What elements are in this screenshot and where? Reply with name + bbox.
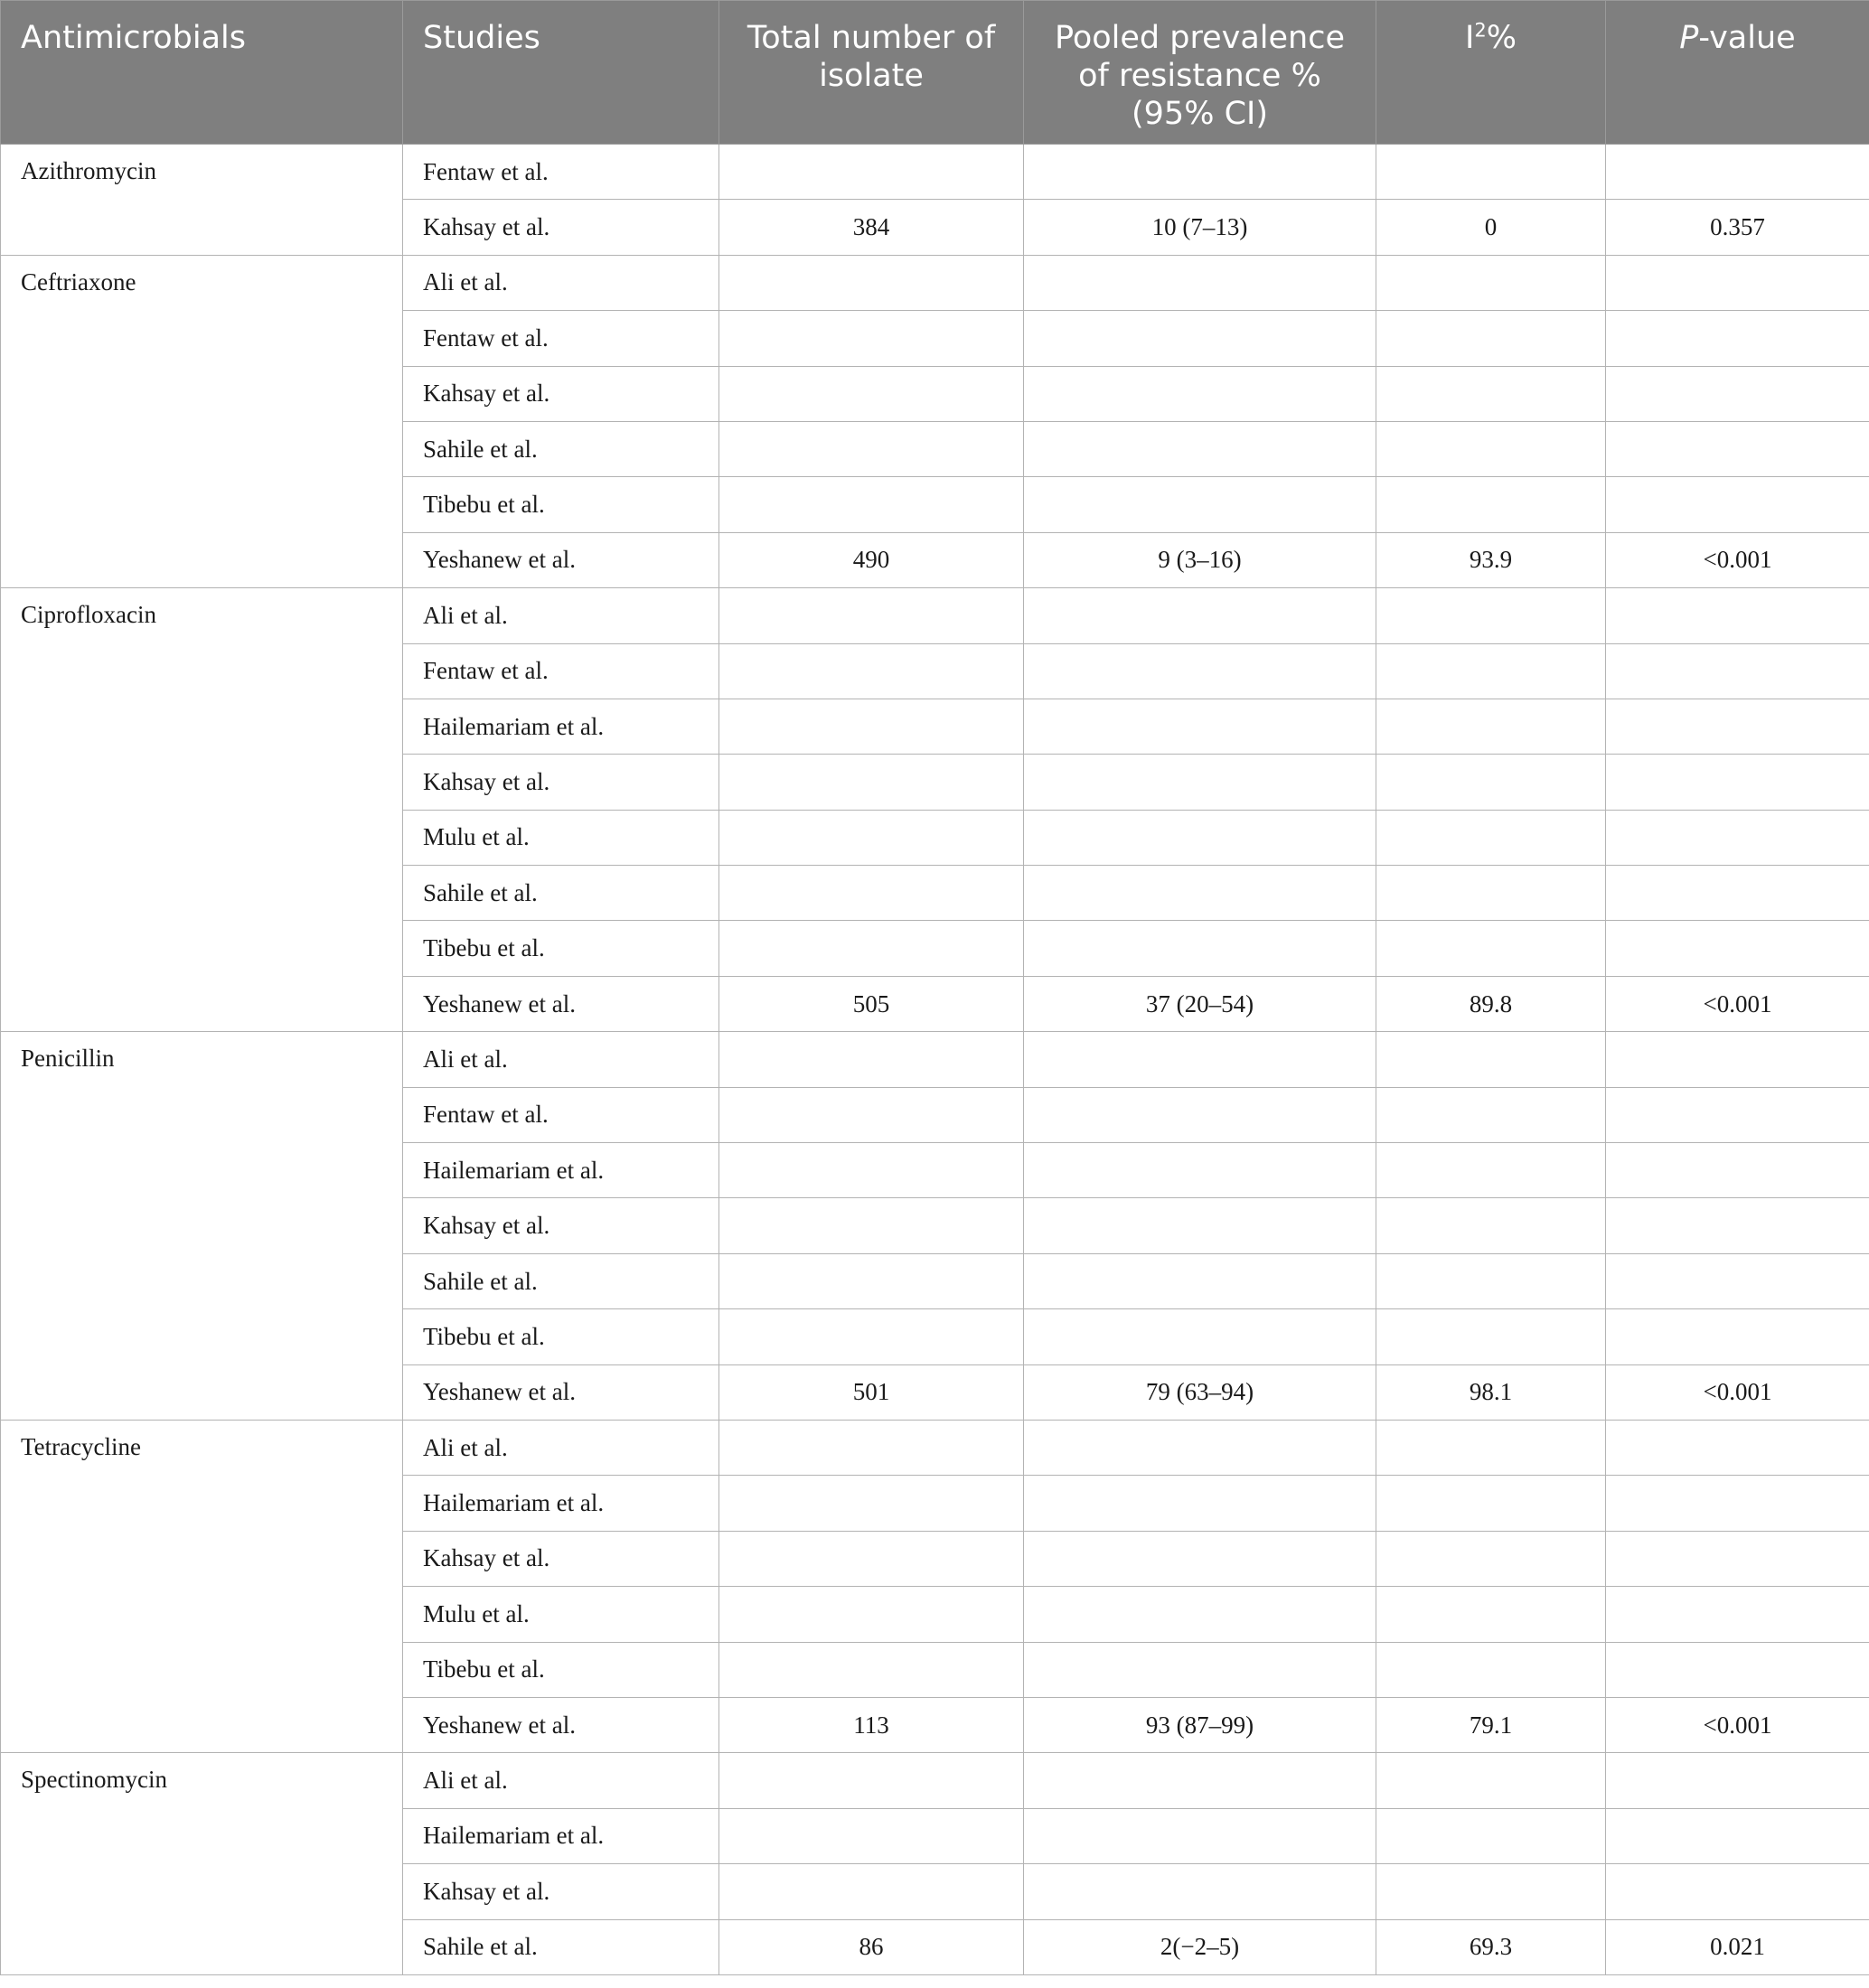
- total-isolate-cell: 86: [719, 1919, 1024, 1974]
- table-row: [1, 255, 1869, 310]
- total-isolate-cell: [719, 477, 1024, 532]
- table-row: [1, 1420, 1869, 1475]
- p-value-cell: <0.001: [1606, 1697, 1869, 1752]
- total-isolate-cell: [719, 1420, 1024, 1475]
- antimicrobial-cell: Azithromycin: [1, 145, 403, 256]
- study-cell: Tibebu et al.: [403, 477, 719, 532]
- header-studies: Studies: [403, 1, 719, 145]
- pooled-prevalence-cell: [1024, 311, 1376, 366]
- total-isolate-cell: [719, 643, 1024, 699]
- p-value-cell: [1606, 1587, 1869, 1642]
- pooled-prevalence-cell: [1024, 1253, 1376, 1308]
- p-value-cell: [1606, 1032, 1869, 1087]
- study-cell: Sahile et al.: [403, 866, 719, 921]
- i2-cell: [1376, 366, 1606, 421]
- study-cell: Kahsay et al.: [403, 1864, 719, 1919]
- table-header: [1, 1, 1869, 145]
- p-value-cell: [1606, 1753, 1869, 1808]
- study-cell: Fentaw et al.: [403, 1087, 719, 1142]
- study-cell: Yeshanew et al.: [403, 1364, 719, 1420]
- p-value-cell: [1606, 477, 1869, 532]
- total-isolate-cell: [719, 366, 1024, 421]
- total-isolate-cell: 501: [719, 1364, 1024, 1420]
- pooled-prevalence-cell: [1024, 1309, 1376, 1364]
- study-cell: Kahsay et al.: [403, 755, 719, 810]
- i2-cell: [1376, 921, 1606, 976]
- i2-cell: [1376, 1198, 1606, 1253]
- study-cell: Fentaw et al.: [403, 145, 719, 200]
- total-isolate-cell: [719, 1309, 1024, 1364]
- study-cell: Yeshanew et al.: [403, 532, 719, 587]
- p-value-cell: [1606, 1143, 1869, 1198]
- pooled-prevalence-cell: [1024, 145, 1376, 200]
- study-cell: Ali et al.: [403, 255, 719, 310]
- total-isolate-cell: [719, 421, 1024, 476]
- antimicrobial-cell: Ciprofloxacin: [1, 588, 403, 1032]
- total-isolate-cell: [719, 1143, 1024, 1198]
- total-isolate-cell: [719, 1587, 1024, 1642]
- p-value-cell: [1606, 1420, 1869, 1475]
- total-isolate-cell: [719, 1198, 1024, 1253]
- p-value-cell: [1606, 421, 1869, 476]
- p-value-cell: <0.001: [1606, 1364, 1869, 1420]
- study-cell: Tibebu et al.: [403, 921, 719, 976]
- pooled-prevalence-cell: [1024, 1420, 1376, 1475]
- pooled-prevalence-cell: [1024, 1087, 1376, 1142]
- p-value-cell: [1606, 1531, 1869, 1586]
- study-cell: Ali et al.: [403, 1032, 719, 1087]
- p-value-cell: [1606, 1642, 1869, 1697]
- i2-cell: 69.3: [1376, 1919, 1606, 1974]
- total-isolate-cell: 113: [719, 1697, 1024, 1752]
- study-cell: Yeshanew et al.: [403, 976, 719, 1031]
- study-cell: Fentaw et al.: [403, 311, 719, 366]
- i2-cell: [1376, 755, 1606, 810]
- antimicrobial-cell: Ceftriaxone: [1, 255, 403, 587]
- header-row: [1, 1, 1869, 145]
- total-isolate-cell: [719, 311, 1024, 366]
- pooled-prevalence-cell: [1024, 921, 1376, 976]
- i2-cell: 93.9: [1376, 532, 1606, 587]
- i2-cell: [1376, 1642, 1606, 1697]
- total-isolate-cell: [719, 1476, 1024, 1531]
- i2-cell: 98.1: [1376, 1364, 1606, 1420]
- pooled-prevalence-cell: [1024, 1753, 1376, 1808]
- total-isolate-cell: [719, 255, 1024, 310]
- pooled-prevalence-cell: [1024, 1198, 1376, 1253]
- i2-cell: [1376, 1531, 1606, 1586]
- study-cell: Ali et al.: [403, 588, 719, 643]
- i2-cell: [1376, 1753, 1606, 1808]
- p-value-cell: [1606, 1198, 1869, 1253]
- pooled-prevalence-cell: [1024, 1143, 1376, 1198]
- total-isolate-cell: 490: [719, 532, 1024, 587]
- pooled-prevalence-cell: [1024, 1476, 1376, 1531]
- antimicrobial-cell: Tetracycline: [1, 1420, 403, 1752]
- pooled-prevalence-cell: [1024, 1531, 1376, 1586]
- antimicrobial-cell: Spectinomycin: [1, 1753, 403, 1975]
- p-value-cell: [1606, 643, 1869, 699]
- study-cell: Mulu et al.: [403, 1587, 719, 1642]
- pooled-prevalence-cell: 93 (87–99): [1024, 1697, 1376, 1752]
- i2-cell: [1376, 477, 1606, 532]
- header-antimicrobials: Antimicrobials: [1, 1, 403, 145]
- pooled-prevalence-cell: [1024, 421, 1376, 476]
- i2-cell: [1376, 145, 1606, 200]
- total-isolate-cell: [719, 1253, 1024, 1308]
- total-isolate-cell: [719, 588, 1024, 643]
- p-value-cell: [1606, 1253, 1869, 1308]
- study-cell: Kahsay et al.: [403, 366, 719, 421]
- pooled-prevalence-cell: 37 (20–54): [1024, 976, 1376, 1031]
- study-cell: Mulu et al.: [403, 810, 719, 865]
- header-total-isolate: Total number of isolate: [719, 1, 1024, 145]
- total-isolate-cell: [719, 1642, 1024, 1697]
- pooled-prevalence-cell: [1024, 255, 1376, 310]
- study-cell: Fentaw et al.: [403, 643, 719, 699]
- i2-cell: [1376, 643, 1606, 699]
- i2-cell: [1376, 421, 1606, 476]
- study-cell: Yeshanew et al.: [403, 1697, 719, 1752]
- pooled-prevalence-cell: [1024, 588, 1376, 643]
- i2-cell: [1376, 1143, 1606, 1198]
- pooled-prevalence-cell: [1024, 866, 1376, 921]
- pooled-prevalence-cell: [1024, 755, 1376, 810]
- i2-cell: [1376, 810, 1606, 865]
- total-isolate-cell: [719, 866, 1024, 921]
- p-value-cell: [1606, 1309, 1869, 1364]
- header-p-value: [1606, 1, 1869, 145]
- header-p-suffix: -value: [1698, 20, 1796, 56]
- p-value-cell: 0.357: [1606, 200, 1869, 255]
- i2-cell: [1376, 1587, 1606, 1642]
- table-row: [1, 145, 1869, 200]
- pooled-prevalence-cell: [1024, 1587, 1376, 1642]
- table-row: [1, 1753, 1869, 1808]
- i2-cell: [1376, 1476, 1606, 1531]
- pooled-prevalence-cell: 9 (3–16): [1024, 532, 1376, 587]
- p-value-cell: [1606, 1808, 1869, 1863]
- header-p-italic: P: [1679, 20, 1699, 56]
- study-cell: Hailemariam et al.: [403, 1808, 719, 1863]
- total-isolate-cell: [719, 1087, 1024, 1142]
- study-cell: Hailemariam et al.: [403, 699, 719, 754]
- total-isolate-cell: [719, 1032, 1024, 1087]
- p-value-cell: <0.001: [1606, 532, 1869, 587]
- total-isolate-cell: [719, 810, 1024, 865]
- pooled-prevalence-cell: [1024, 1864, 1376, 1919]
- antimicrobial-cell: Penicillin: [1, 1032, 403, 1421]
- p-value-cell: [1606, 1476, 1869, 1531]
- total-isolate-cell: 505: [719, 976, 1024, 1031]
- p-value-cell: [1606, 1864, 1869, 1919]
- p-value-cell: [1606, 255, 1869, 310]
- pooled-prevalence-cell: 2(−2–5): [1024, 1919, 1376, 1974]
- header-i2-sup: 2: [1474, 19, 1487, 42]
- pooled-prevalence-cell: [1024, 366, 1376, 421]
- pooled-prevalence-cell: 79 (63–94): [1024, 1364, 1376, 1420]
- study-cell: Sahile et al.: [403, 421, 719, 476]
- p-value-cell: [1606, 810, 1869, 865]
- i2-cell: [1376, 1864, 1606, 1919]
- table-body: [1, 145, 1869, 1975]
- total-isolate-cell: [719, 1808, 1024, 1863]
- p-value-cell: [1606, 1087, 1869, 1142]
- header-i2-suffix: %: [1486, 20, 1517, 56]
- total-isolate-cell: [719, 1753, 1024, 1808]
- table-row: [1, 1032, 1869, 1087]
- p-value-cell: 0.021: [1606, 1919, 1869, 1974]
- header-i2-base: I: [1465, 20, 1475, 56]
- study-cell: Hailemariam et al.: [403, 1143, 719, 1198]
- p-value-cell: [1606, 699, 1869, 754]
- i2-cell: [1376, 588, 1606, 643]
- study-cell: Kahsay et al.: [403, 1531, 719, 1586]
- total-isolate-cell: [719, 921, 1024, 976]
- total-isolate-cell: [719, 145, 1024, 200]
- i2-cell: 0: [1376, 200, 1606, 255]
- p-value-cell: [1606, 866, 1869, 921]
- p-value-cell: [1606, 366, 1869, 421]
- i2-cell: 89.8: [1376, 976, 1606, 1031]
- total-isolate-cell: 384: [719, 200, 1024, 255]
- study-cell: Tibebu et al.: [403, 1642, 719, 1697]
- i2-cell: [1376, 1032, 1606, 1087]
- pooled-prevalence-cell: [1024, 810, 1376, 865]
- header-i2: [1376, 1, 1606, 145]
- study-cell: Hailemariam et al.: [403, 1476, 719, 1531]
- i2-cell: [1376, 1808, 1606, 1863]
- total-isolate-cell: [719, 1531, 1024, 1586]
- p-value-cell: [1606, 755, 1869, 810]
- total-isolate-cell: [719, 699, 1024, 754]
- pooled-prevalence-cell: [1024, 699, 1376, 754]
- p-value-cell: [1606, 588, 1869, 643]
- p-value-cell: <0.001: [1606, 976, 1869, 1031]
- study-cell: Kahsay et al.: [403, 1198, 719, 1253]
- total-isolate-cell: [719, 755, 1024, 810]
- i2-cell: [1376, 1087, 1606, 1142]
- study-cell: Ali et al.: [403, 1753, 719, 1808]
- study-cell: Kahsay et al.: [403, 200, 719, 255]
- study-cell: Ali et al.: [403, 1420, 719, 1475]
- pooled-prevalence-cell: [1024, 1642, 1376, 1697]
- i2-cell: [1376, 699, 1606, 754]
- pooled-prevalence-cell: [1024, 477, 1376, 532]
- i2-cell: [1376, 255, 1606, 310]
- study-cell: Sahile et al.: [403, 1919, 719, 1974]
- i2-cell: 79.1: [1376, 1697, 1606, 1752]
- i2-cell: [1376, 311, 1606, 366]
- study-cell: Tibebu et al.: [403, 1309, 719, 1364]
- i2-cell: [1376, 1253, 1606, 1308]
- i2-cell: [1376, 1309, 1606, 1364]
- pooled-prevalence-cell: [1024, 1032, 1376, 1087]
- p-value-cell: [1606, 145, 1869, 200]
- pooled-prevalence-cell: [1024, 643, 1376, 699]
- table-row: [1, 588, 1869, 643]
- pooled-prevalence-cell: 10 (7–13): [1024, 200, 1376, 255]
- total-isolate-cell: [719, 1864, 1024, 1919]
- p-value-cell: [1606, 311, 1869, 366]
- i2-cell: [1376, 1420, 1606, 1475]
- study-cell: Sahile et al.: [403, 1253, 719, 1308]
- i2-cell: [1376, 866, 1606, 921]
- header-pooled-prevalence: Pooled prevalence of resistance %(95% CI): [1024, 1, 1376, 145]
- p-value-cell: [1606, 921, 1869, 976]
- pooled-prevalence-cell: [1024, 1808, 1376, 1863]
